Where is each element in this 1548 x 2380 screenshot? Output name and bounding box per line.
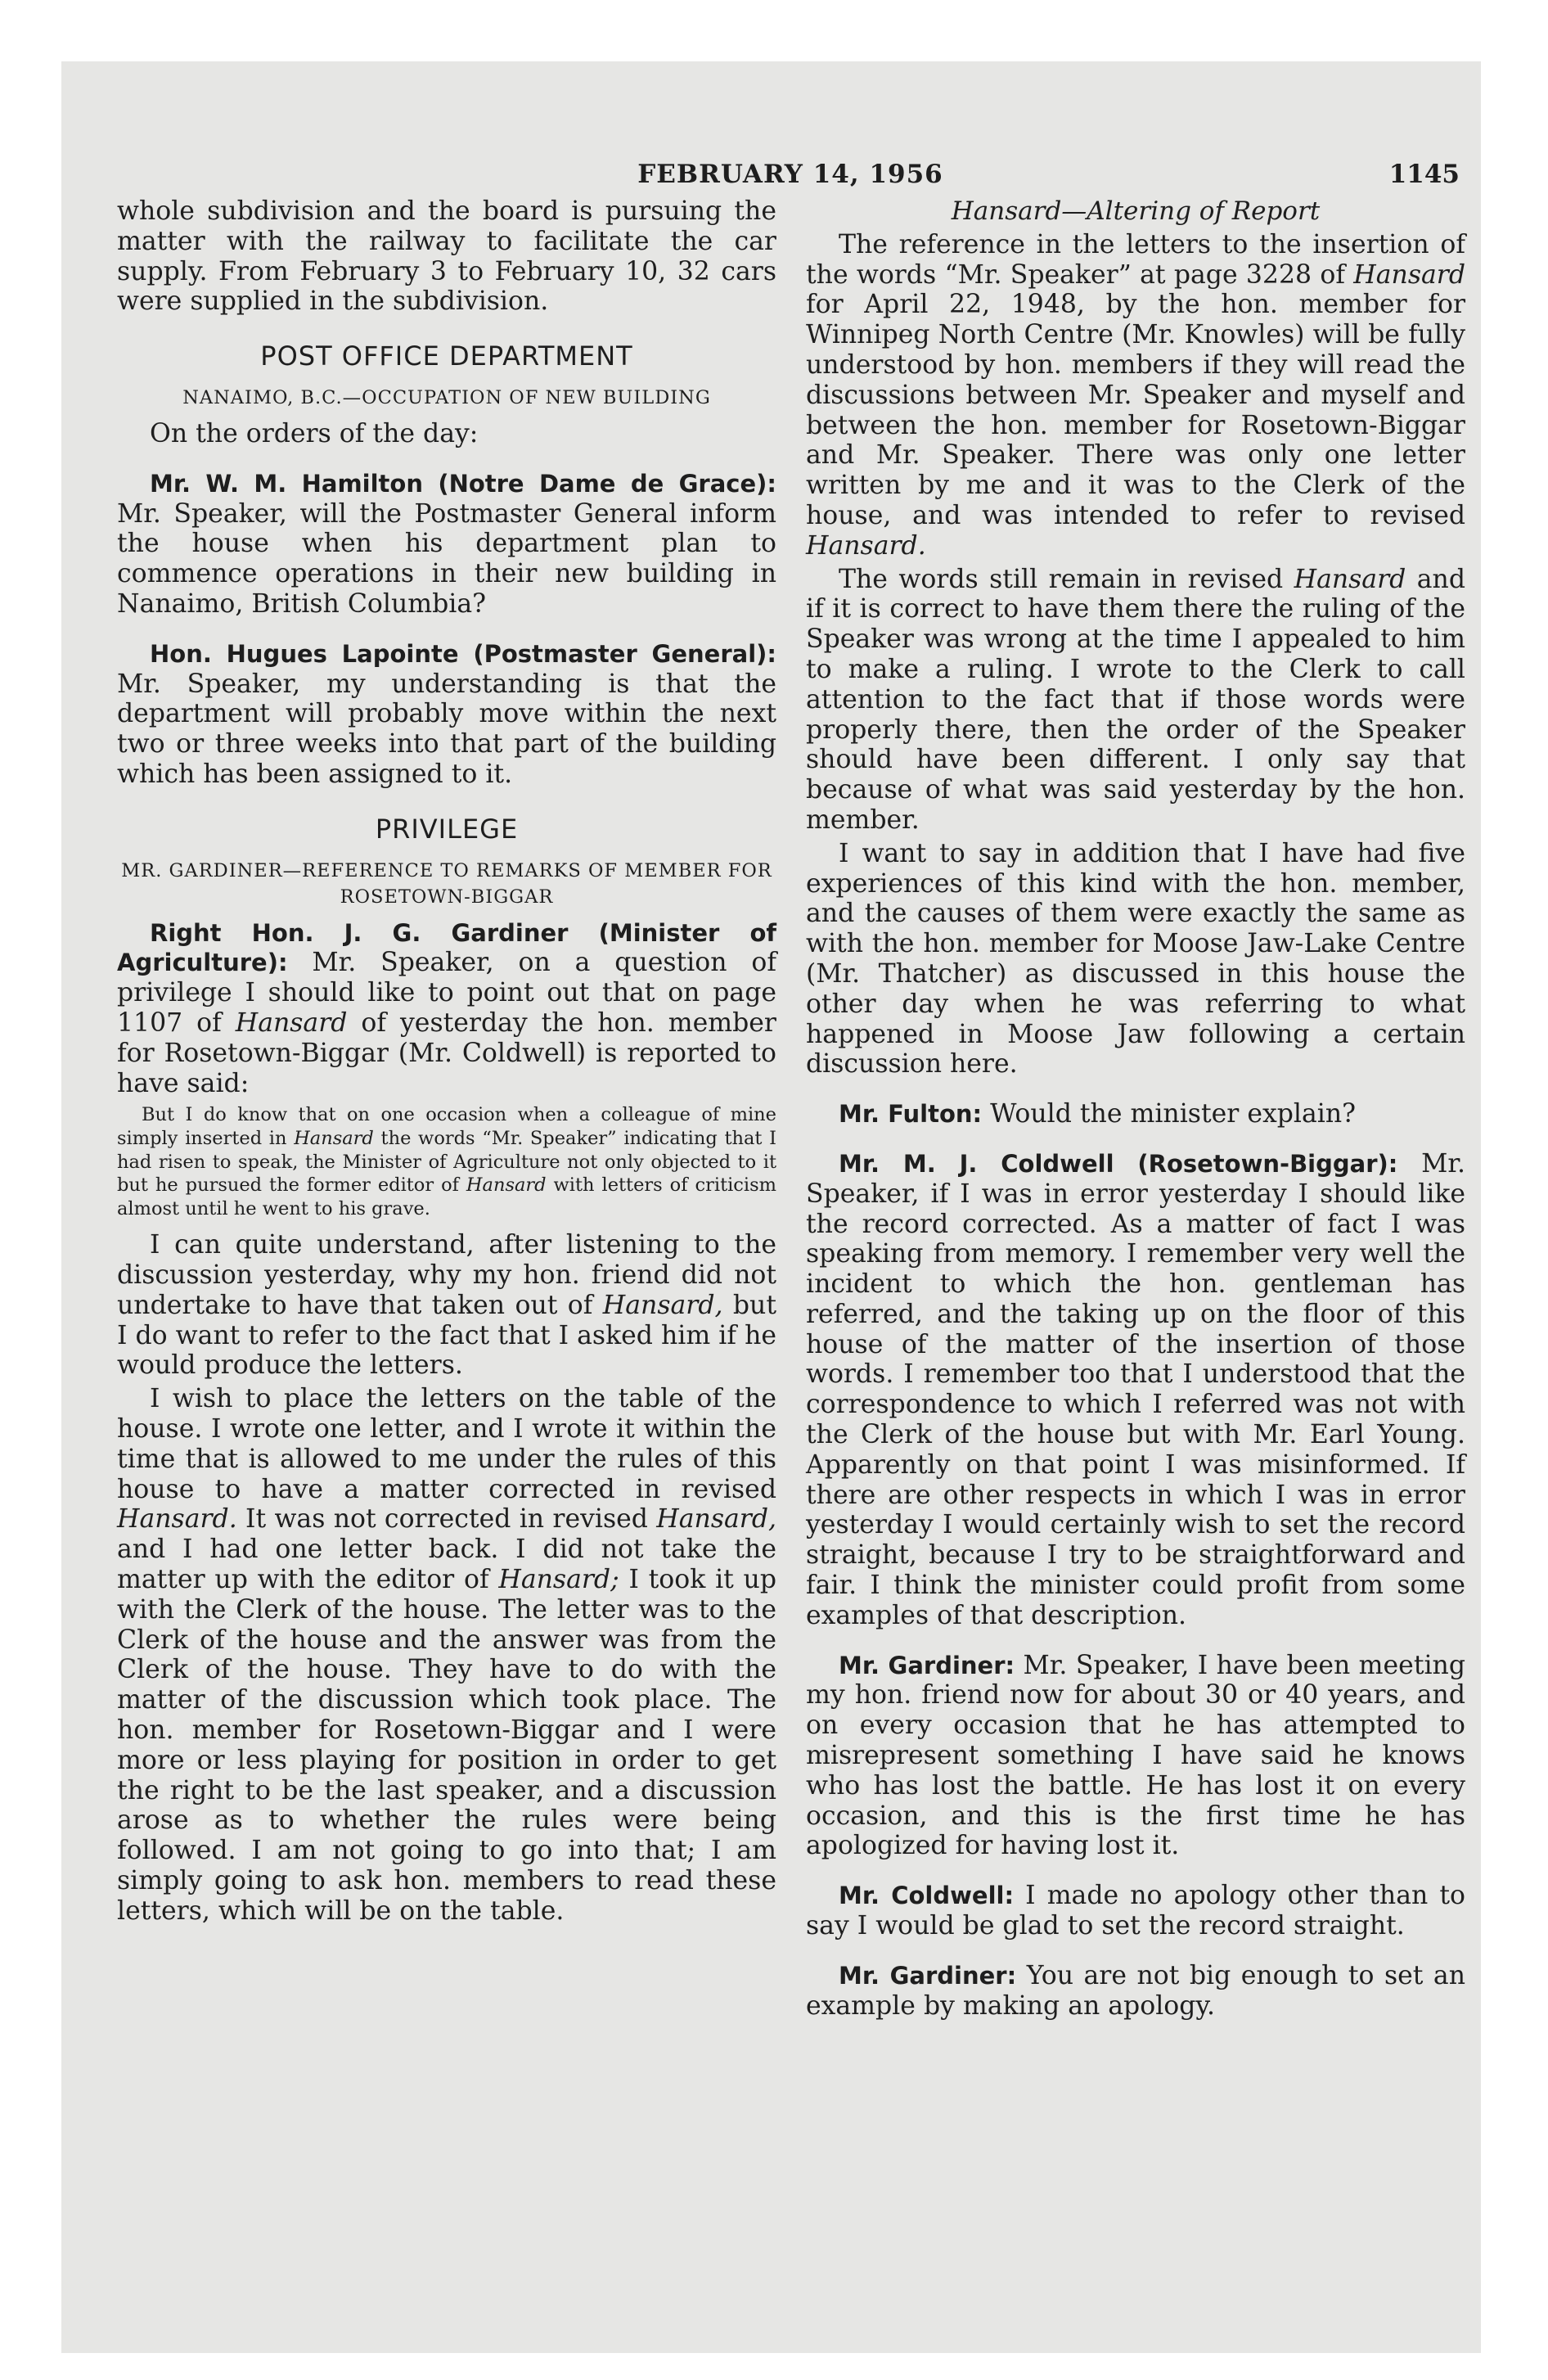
speaker-name: Mr. Gardiner: [839, 1651, 1015, 1679]
speech-text: Would the minister explain? [990, 1099, 1357, 1129]
speech-text: I made no apology other than to say I would be glad to set the record straight. [806, 1881, 1465, 1941]
paragraph: The reference in the letters to the insertion of the words “Mr. Speaker” at page 3228 of Hansard for April 22, 1948, by the hon. member for Winnipeg North Centre (Mr. Knowles) will be fully understood by hon. members if they will read the discussions between Mr. Speaker and myself and between the hon. member for Rosetown-Biggar and Mr. Speaker. There was only one letter written by me and it was to the Clerk of the house, and was intended to refer to revised Hansard. [806, 229, 1465, 561]
speech [117, 639, 776, 790]
speaker-name: Mr. W. M. Hamilton (Notre Dame de Grace): [150, 469, 776, 498]
speech [806, 1651, 1465, 1862]
speaker-name: Mr. Coldwell: [839, 1882, 1015, 1910]
speaker-name: Mr. Fulton: [839, 1100, 983, 1129]
speech-text: You are not big enough to set an example by making an apology. [806, 1960, 1466, 2021]
quotation: But I do know that on one occasion when a colleague of mine simply inserted in Hansard the words “Mr. Speaker” indicating that I had risen to speak, the Minister of Agriculture not only objected to it but he pursued the former editor of Hansard with letters of criticism almost until he went to his grave. [117, 1104, 776, 1219]
speaker-name: Mr. Gardiner: [839, 1961, 1017, 1990]
subject-heading: MR. GARDINER—REFERENCE TO REMARKS OF MEMBER FOR ROSETOWN-BIGGAR [121, 859, 772, 908]
speech-text: Mr. Speaker, if I was in error yesterday I should like the record corrected. As a matter of fact I was speaking from memory. I remember very well the incident to which the hon. gentleman has referred, and the taking up on the floor of this house of the matter of the insertion of those words. I remember too that I understood that the correspondence to which I referred was not with the Clerk of the house but with Mr. Earl Young. Apparently on that point I was misinformed. If there are other respects in which I was in error yesterday I would certainly wish to set the record straight, because I try to be straightforward and fair. I think the minister could profit from some examples of that description. [806, 1148, 1466, 1630]
page-header [121, 160, 1460, 192]
paragraph: whole subdivision and the board is pursuing the matter with the railway to facilitate the car supply. From February 3 to February 10, 32 cars were supplied in the subdivision. [117, 196, 776, 317]
speech [806, 1099, 1465, 1129]
paragraph: On the orders of the day: [150, 418, 479, 449]
paragraph: The words still remain in revised Hansard and if it is correct to have them there the ruling of the Speaker was wrong at the time I appealed to him to make a ruling. I wrote to the Clerk to call attention to the fact that if those words were properly there, then the order of the Speaker should have been different. I only say that because of what was said yesterday by the hon. member. [806, 564, 1466, 835]
header-date: FEBRUARY 14, 1956 [637, 160, 943, 189]
speech: Right Hon. J. G. Gardiner (Minister of Agriculture): Mr. Speaker, on a question of privilege I should like to point out that on page 1107 of Hansard of yesterday the hon. member for Rosetown-Biggar (Mr. Coldwell) is reported to have said: [117, 918, 776, 1098]
left-column [117, 196, 776, 1927]
speech [806, 1149, 1465, 1631]
speaker-name: Right Hon. J. G. Gardiner (Minister of Agriculture): [117, 918, 776, 977]
paragraph: I can quite understand, after listening to the discussion yesterday, why my hon. friend did not undertake to have that taken out of Hansard, but I do want to refer to the fact that I asked him if he would produce the letters. [117, 1230, 777, 1381]
speech-text: Mr. Speaker, I have been meeting my hon. friend now for about 30 or 40 years, and on every occasion that he has attempted to misrepresent something I have said he knows who has lost the battle. He has lost it on every occasion, and this is the first time he has apologized for having lost it. [806, 1650, 1465, 1861]
paragraph: I wish to place the letters on the table of the house. I wrote one letter, and I wrote it within the time that is allowed to me under the rules of this house to have a matter corrected in revised Hansard. It was not corrected in revised Hansard, and I had one letter back. I did not take the matter up with the editor of Hansard; I took it up with the Clerk of the house. The letter was to the Clerk of the house and the answer was from the Clerk of the house. They have to do with the matter of the discussion which took place. The hon. member for Rosetown-Biggar and I were more or less playing for position in order to get the right to be the last speaker, and a discussion arose as to whether the rules were being followed. I am not going to go into that; I am simply going to ask hon. members to read these letters, which will be on the table. [117, 1384, 777, 1926]
speech [117, 469, 776, 620]
right-column [806, 196, 1465, 2021]
subject-heading: NANAIMO, B.C.—OCCUPATION OF NEW BUILDING [182, 386, 711, 408]
speech [806, 1961, 1465, 2022]
section-heading: PRIVILEGE [375, 813, 519, 845]
speech-text: Mr. Speaker, will the Postmaster General inform the house when his department plan to commence operations in their new building in Nanaimo, British Columbia? [117, 498, 776, 619]
page-number: 1145 [1388, 160, 1460, 189]
section-heading: POST OFFICE DEPARTMENT [260, 340, 633, 372]
speaker-name: Mr. M. J. Coldwell (Rosetown-Biggar): [839, 1149, 1398, 1178]
running-head: Hansard—Altering of Report [951, 196, 1321, 226]
speech [806, 1881, 1465, 1941]
speech-text: Mr. Speaker, my understanding is that the department will probably move within the next two or three weeks into that part of the building which has been assigned to it. [117, 669, 776, 789]
paragraph: I want to say in addition that I have had five experiences of this kind with the hon. member, and the causes of them were exactly the same as with the hon. member for Moose Jaw-Lake Centre (Mr. Thatcher) as discussed in this house the other day when he was referring to what happened in Moose Jaw following a certain discussion here. [806, 838, 1465, 1080]
speaker-name: Hon. Hugues Lapointe (Postmaster General): [150, 639, 776, 668]
